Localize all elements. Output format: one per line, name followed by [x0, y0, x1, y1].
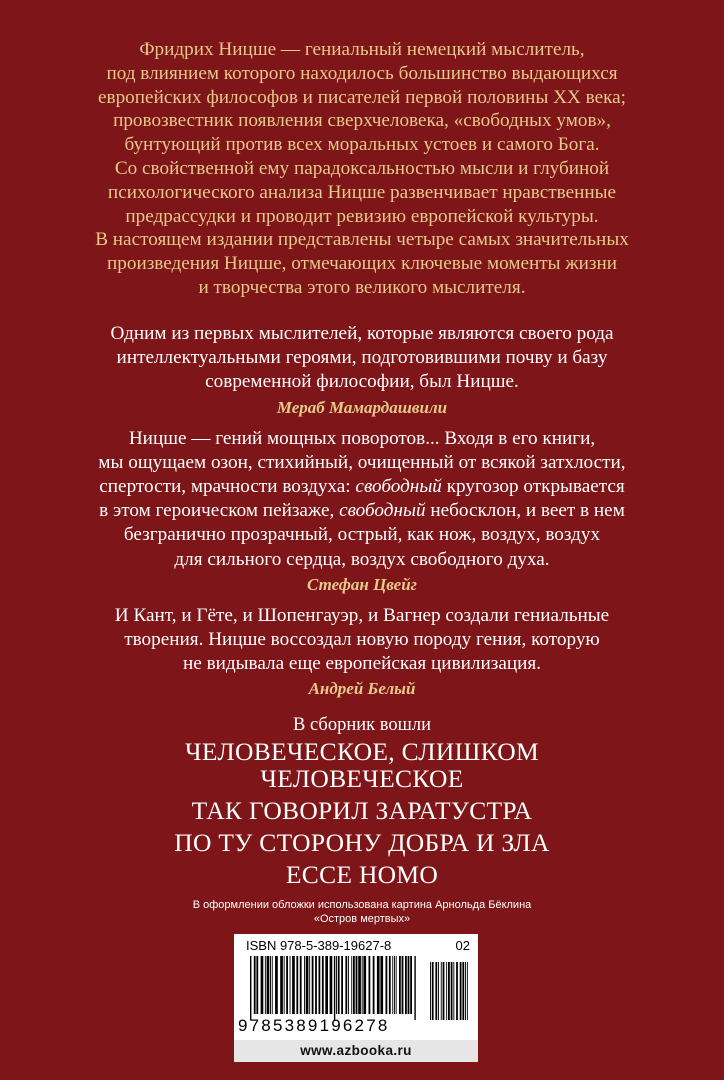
barcode-bar	[408, 956, 410, 1014]
barcode-bar	[292, 956, 295, 1014]
barcode-bar	[399, 956, 401, 1014]
work-title: ПО ТУ СТОРОНУ ДОБРА И ЗЛА	[174, 828, 550, 857]
barcode-bar	[284, 956, 285, 1014]
quote-line	[70, 475, 654, 499]
barcode-bar	[377, 956, 380, 1014]
annotation-line: произведения Ницше, отмечающих ключевые моменты жизни	[106, 253, 617, 275]
barcode-addon-bar	[460, 962, 462, 1020]
barcode-bar	[261, 956, 264, 1014]
quote-author: Стефан Цвейг	[307, 574, 417, 594]
barcode-bar	[345, 956, 347, 1014]
works-list	[0, 738, 724, 893]
quote-line: современной философии, был Ницше.	[205, 371, 519, 393]
quote-text: небосклон, и веет в нем	[425, 500, 625, 522]
quote-line: интеллектуальными героями, подготовившими почву и базу	[116, 347, 608, 369]
barcode-addon-bar	[441, 962, 442, 1020]
barcode-addon-bar	[430, 962, 431, 1020]
barcode-addon-bar	[451, 962, 453, 1020]
barcode-bar	[270, 956, 271, 1014]
barcode-bar	[348, 956, 349, 1014]
barcode-bar	[290, 956, 291, 1014]
annotation-line: европейских философов и писателей первой половины XX века;	[98, 86, 626, 108]
barcode-bar	[336, 956, 337, 1014]
barcode-bar	[392, 956, 393, 1014]
barcode-bar	[322, 956, 324, 1014]
annotation-line: психологического анализа Ницше развенчивает нравственные	[107, 181, 617, 203]
isbn-addon: 02	[455, 938, 470, 953]
cover-art-credit-line: «Остров мертвых»	[313, 913, 411, 925]
barcode-bar	[369, 956, 371, 1014]
quote-line: для сильного сердца, воздух свободного духа.	[174, 548, 550, 570]
barcode-bar	[334, 956, 335, 1020]
barcode-addon-bar	[453, 962, 454, 1020]
annotation-line: провозвестник появления сверхчеловека, «свободных умов»,	[113, 110, 611, 132]
barcode-bar	[338, 956, 340, 1014]
emphasis-text: свободный	[339, 500, 426, 522]
quote-zweig	[70, 427, 654, 596]
barcode-addon-bar	[467, 962, 468, 1020]
barcode-bar	[394, 956, 395, 1014]
barcode-bar	[267, 956, 270, 1014]
barcode-bar	[380, 956, 383, 1014]
barcode-bar	[296, 956, 298, 1014]
barcode-bar	[315, 956, 317, 1014]
barcode-graphic	[248, 956, 470, 1020]
work-title-line: ЧЕЛОВЕЧЕСКОЕ	[260, 764, 464, 793]
work-title	[0, 738, 724, 792]
annotation-line: Фридрих Ницше — гениальный немецкий мыслитель,	[139, 39, 585, 60]
annotation-line: под влиянием которого находилось большинство выдающихся	[106, 62, 618, 84]
quote-line: творения. Ницше воссоздал новую породу гения, которую	[124, 629, 600, 651]
quote-mamardashvili	[70, 322, 654, 419]
quote-line: Ницше — гений мощных поворотов... Входя в его книги,	[128, 427, 596, 449]
quote-author: Андрей Белый	[308, 679, 416, 699]
barcode-bars	[248, 956, 470, 1016]
annotation-text	[60, 38, 664, 300]
barcode-addon-bar	[432, 962, 434, 1020]
barcode-bar	[306, 956, 309, 1014]
quotes-section	[70, 322, 654, 700]
barcode-bar	[389, 956, 391, 1014]
barcode-panel	[234, 934, 478, 1040]
barcode-addon-bar	[462, 962, 464, 1020]
work-title: ТАК ГОВОРИЛ ЗАРАТУСТРА	[191, 796, 533, 825]
quote-line: Одним из первых мыслителей, которые являются своего рода	[110, 323, 614, 344]
quote-text: спертости, мрачности воздуха:	[99, 476, 356, 498]
annotation-line: В настоящем издании представлены четыре самых значительных	[95, 229, 629, 251]
barcode-bar	[405, 956, 407, 1014]
barcode-bar	[275, 956, 278, 1014]
barcode-bar	[272, 956, 273, 1014]
barcode-bar	[351, 956, 352, 1014]
barcode-bar	[414, 956, 415, 1020]
barcode-bar	[319, 956, 321, 1014]
work-title-line: ЧЕЛОВЕЧЕСКОЕ, СЛИШКОМ	[185, 737, 539, 766]
barcode-bar	[396, 956, 397, 1014]
barcode-bar	[250, 956, 251, 1020]
annotation-line: и творчества этого великого мыслителя.	[198, 276, 526, 298]
barcode-bar	[325, 956, 328, 1014]
isbn-number: ISBN 978-5-389-19627-8	[246, 938, 392, 953]
barcode-addon-bar	[438, 962, 439, 1020]
annotation-line: предрассудки и проводит ревизию европейской культуры.	[125, 205, 599, 227]
barcode-bar	[330, 956, 333, 1014]
quote-author: Мераб Мамардашвили	[276, 397, 448, 417]
ean-number: 9785389196278	[238, 1016, 390, 1035]
barcode-bar	[358, 956, 361, 1014]
barcode-bar	[362, 956, 363, 1014]
annotation-line: бунтующий против всех моральных устоев и самого Бога.	[124, 134, 600, 156]
quote-line: безгранично прозрачный, острый, как нож, воздух, воздух	[123, 524, 601, 546]
barcode-addon-bar	[435, 962, 437, 1020]
barcode-bar	[402, 956, 404, 1014]
barcode-bar	[356, 956, 358, 1014]
barcode-bar	[312, 956, 314, 1014]
publisher-url[interactable]: www.azbooka.ru	[234, 1040, 478, 1062]
quote-bely	[70, 604, 654, 701]
emphasis-text: свободный	[355, 476, 442, 498]
barcode-bar	[309, 956, 310, 1014]
barcode-addon-bar	[465, 962, 466, 1020]
quote-line: мы ощущаем озон, стихийный, очищенный от всякой затхлости,	[98, 451, 626, 473]
barcode-bar	[373, 956, 375, 1014]
barcode-bar	[265, 956, 266, 1014]
work-title: ECCE HOMO	[285, 860, 439, 889]
barcode-bar	[341, 956, 343, 1014]
quote-line	[70, 499, 654, 523]
quote-text: в этом героическом пейзаже,	[99, 500, 340, 522]
quote-text: кругозор открывается	[441, 476, 625, 498]
barcode-bar	[353, 956, 355, 1014]
cover-art-credit	[0, 898, 724, 926]
barcode-bar	[300, 956, 302, 1014]
barcode-addon-bar	[456, 962, 458, 1020]
quote-line: не видывала еще европейская цивилизация.	[182, 653, 541, 675]
isbn-line	[246, 938, 470, 953]
barcode-bar	[363, 956, 366, 1014]
cover-art-credit-line: В оформлении обложки использована картина Арнольда Бёклина	[192, 899, 532, 911]
barcode-addon-bar	[446, 962, 447, 1020]
barcode-bar	[254, 956, 256, 1014]
barcode-addon-bar	[448, 962, 450, 1020]
quote-line: И Кант, и Гёте, и Шопенгауэр, и Вагнер создали гениальные	[114, 604, 610, 626]
barcode-bar	[304, 956, 305, 1014]
barcode-addon-bar	[443, 962, 445, 1020]
barcode-bar	[256, 956, 258, 1014]
barcode-bar	[386, 956, 388, 1014]
barcode-bar	[280, 956, 283, 1014]
barcode-bar	[286, 956, 288, 1014]
collection-heading: В сборник вошли	[293, 715, 431, 735]
barcode-bar	[410, 956, 412, 1014]
annotation-line: Со свойственной ему парадоксальностью мысли и глубиной	[114, 157, 610, 179]
